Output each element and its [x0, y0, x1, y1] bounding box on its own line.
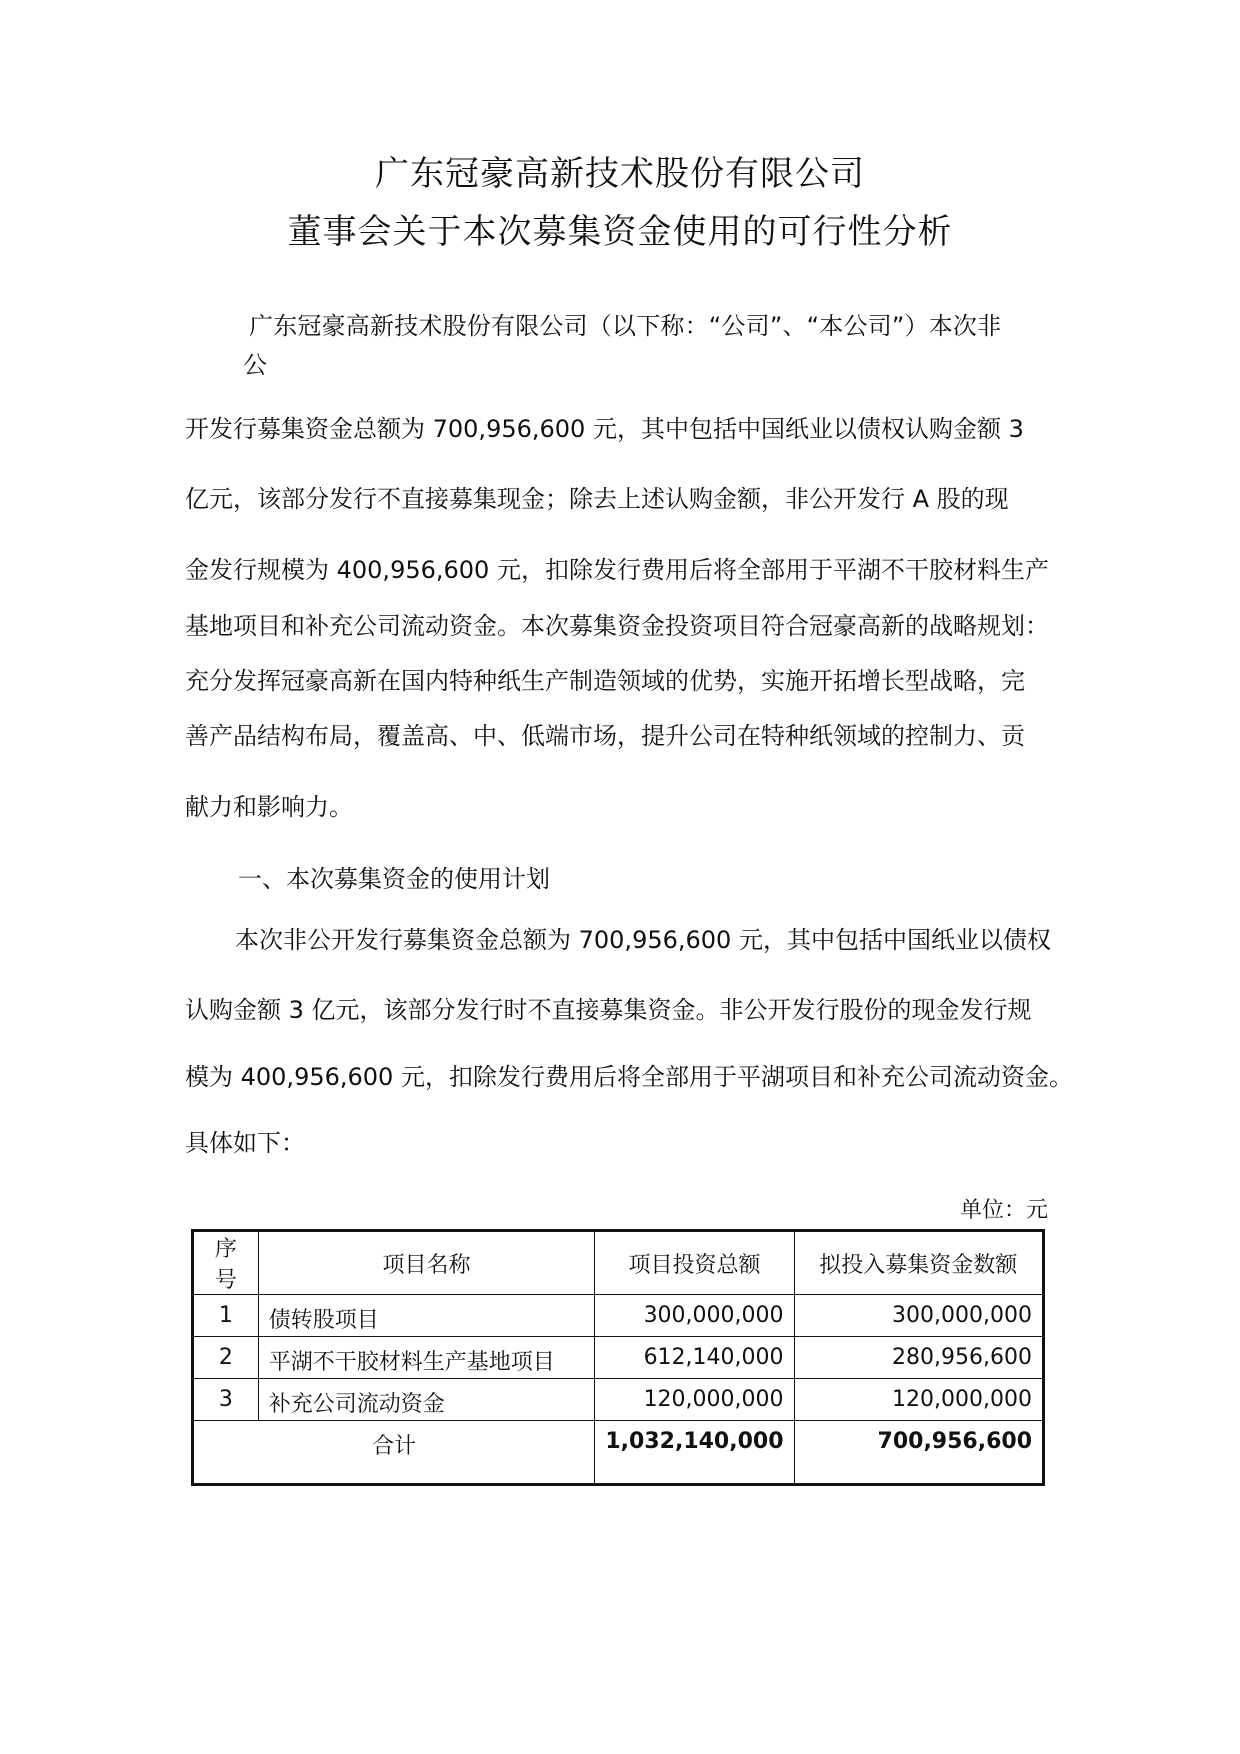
table-header-row	[193, 1231, 1044, 1295]
cell-project-name: 债转股项目	[258, 1295, 595, 1337]
intro-line: 金发行规模为 400,956,600 元，扣除发行费用后将全部用于平湖不干胶材料生产	[185, 556, 1049, 584]
document-title-line1: 广东冠豪高新技术股份有限公司	[375, 154, 865, 194]
cell-index: 2	[193, 1337, 259, 1379]
unit-label: 单位：元	[959, 1198, 1048, 1223]
section-line: 模为 400,956,600 元，扣除发行费用后将全部用于平湖项目和补充公司流动资金。	[185, 1063, 1073, 1091]
cell-project-name: 平湖不干胶材料生产基地项目	[258, 1337, 595, 1379]
cell-total-investment-sum: 1,032,140,000	[595, 1421, 794, 1485]
header-index: 序号	[193, 1231, 259, 1295]
cell-planned-funds: 120,000,000	[794, 1379, 1043, 1421]
table-row	[193, 1379, 1044, 1421]
cell-total-investment: 120,000,000	[595, 1379, 794, 1421]
table-row	[193, 1337, 1044, 1379]
intro-line: 善产品结构布局，覆盖高、中、低端市场，提升公司在特种纸领域的控制力、贡	[185, 722, 1025, 750]
document-title-line2: 董事会关于本次募集资金使用的可行性分析	[287, 212, 953, 252]
cell-total-investment: 612,140,000	[595, 1337, 794, 1379]
cell-planned-funds-sum: 700,956,600	[794, 1421, 1043, 1485]
intro-line: 广东冠豪高新技术股份有限公司（以下称：“公司”、“本公司”）本次非	[249, 312, 1002, 340]
intro-line: 基地项目和补充公司流动资金。本次募集资金投资项目符合冠豪高新的战略规划：	[185, 612, 1049, 640]
intro-line: 开发行募集资金总额为 700,956,600 元，其中包括中国纸业以债权认购金额 3	[185, 415, 1024, 443]
cell-total-label: 合计	[193, 1421, 595, 1485]
header-planned-funds: 拟投入募集资金数额	[794, 1231, 1043, 1295]
table-total-row	[193, 1421, 1044, 1485]
intro-line: 献力和影响力。	[185, 793, 353, 821]
section-line: 具体如下：	[185, 1129, 305, 1157]
intro-line: 充分发挥冠豪高新在国内特种纸生产制造领域的优势，实施开拓增长型战略，完	[185, 667, 1025, 695]
fund-usage-table	[191, 1229, 1045, 1486]
header-total-investment: 项目投资总额	[595, 1231, 794, 1295]
section-line: 本次非公开发行募集资金总额为 700,956,600 元，其中包括中国纸业以债权	[235, 926, 1051, 954]
header-project-name: 项目名称	[258, 1231, 595, 1295]
table-row	[193, 1295, 1044, 1337]
cell-planned-funds: 300,000,000	[794, 1295, 1043, 1337]
intro-line: 亿元，该部分发行不直接募集现金；除去上述认购金额，非公开发行 A 股的现	[185, 485, 1009, 513]
cell-planned-funds: 280,956,600	[794, 1337, 1043, 1379]
cell-total-investment: 300,000,000	[595, 1295, 794, 1337]
section-line: 认购金额 3 亿元，该部分发行时不直接募集资金。非公开发行股份的现金发行规	[185, 996, 1032, 1024]
cell-index: 1	[193, 1295, 259, 1337]
cell-project-name: 补充公司流动资金	[258, 1379, 595, 1421]
section-heading: 一、本次募集资金的使用计划	[238, 865, 550, 893]
cell-index: 3	[193, 1379, 259, 1421]
intro-line: 公	[243, 351, 267, 379]
